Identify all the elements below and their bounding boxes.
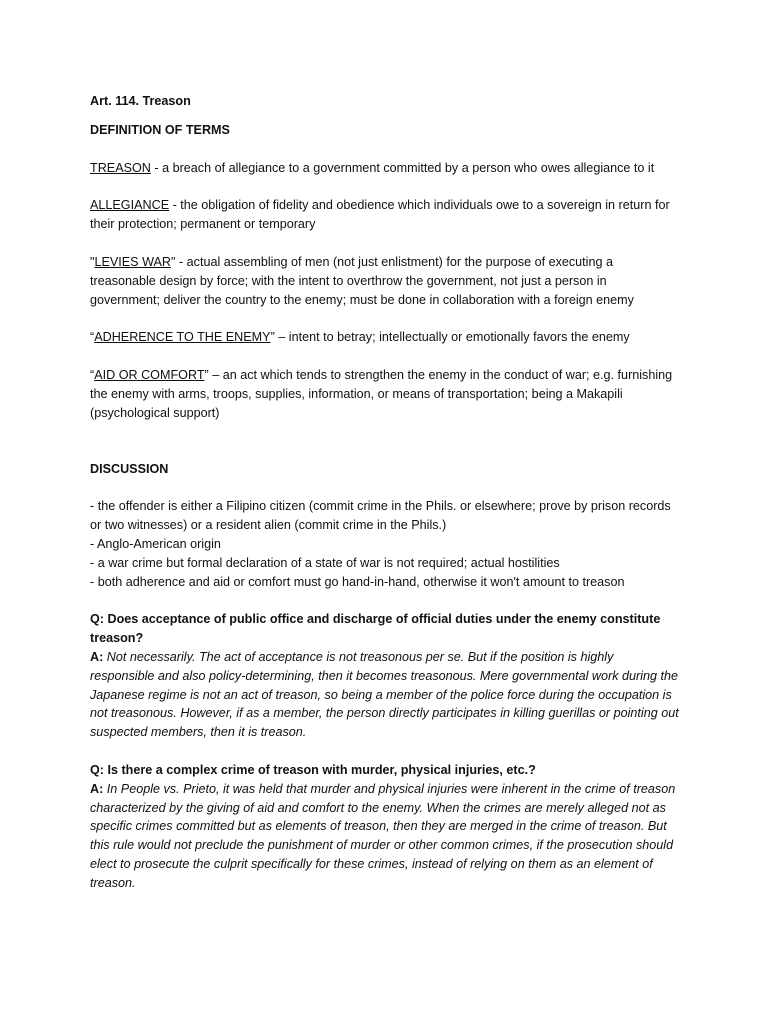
term-open-quote: " bbox=[90, 254, 95, 269]
discussion-item: - Anglo-American origin bbox=[90, 536, 221, 551]
term-open-quote: “ bbox=[90, 330, 95, 345]
definition-allegiance bbox=[90, 196, 680, 234]
definitions-heading: DEFINITION OF TERMS bbox=[90, 122, 230, 137]
answer-label: A: bbox=[90, 649, 104, 664]
qa-block bbox=[90, 761, 680, 893]
definition-text: - a breach of allegiance to a government committed by a person who owes allegiance to it bbox=[150, 160, 655, 175]
discussion-heading: DISCUSSION bbox=[90, 461, 169, 476]
article-title: Art. 114. Treason bbox=[90, 94, 191, 108]
question: Q: Is there a complex crime of treason with murder, physical injuries, etc.? bbox=[90, 762, 536, 777]
discussion-list bbox=[90, 497, 680, 591]
discussion-item: - a war crime but formal declaration of a state of war is not required; actual hostilities bbox=[90, 555, 560, 570]
term-open-quote: “ bbox=[90, 368, 95, 383]
term-aid-or-comfort: AID OR COMFORT bbox=[94, 368, 205, 383]
term-close-quote: " bbox=[171, 254, 176, 269]
answer bbox=[90, 648, 680, 742]
term-close-quote: ” bbox=[204, 368, 209, 383]
definition-levies-war bbox=[90, 253, 680, 309]
term-levies-war: LEVIES WAR bbox=[94, 254, 171, 269]
term-adherence: ADHERENCE TO THE ENEMY bbox=[94, 330, 271, 345]
definition-aid-or-comfort bbox=[90, 366, 680, 422]
question: Q: Does acceptance of public office and discharge of official duties under the enemy constitute treason? bbox=[90, 612, 661, 646]
answer-text: Not necessarily. The act of acceptance is not treasonous per se. But if the position is highly responsible and also policy-determining, then it becomes treasonous. Mere governmental work during the Japanese regime is not an act of treason, so being a member of the police force during the occupation is not treasonous. However, if as a member, the person directly participates in killing guerillas or pointing out suspected members, then it is treason. bbox=[90, 649, 679, 740]
discussion-item: - the offender is either a Filipino citizen (commit crime in the Phils. or elsewhere; prove by prison records or two witnesses) or a resident alien (commit crime in the Phils.) bbox=[90, 499, 671, 533]
definition-text: - actual assembling of men (not just enlistment) for the purpose of executing a treasonable design by force; with the intent to overthrow the government, not just a person in government; deliver the country to the enemy; must be done in collaboration with a foreign enemy bbox=[90, 254, 634, 307]
term-allegiance: ALLEGIANCE bbox=[90, 198, 170, 213]
term-treason: TREASON bbox=[90, 160, 151, 175]
qa-block bbox=[90, 610, 680, 742]
definition-text: - the obligation of fidelity and obedience which individuals owe to a sovereign in return for their protection; permanent or temporary bbox=[90, 198, 670, 232]
answer-text: In People vs. Prieto, it was held that murder and physical injuries were inherent in the crime of treason characterized by the giving of aid and comfort to the enemy. When the crimes are merely alleged not as specific crimes committed but as elements of treason, then they are merged in the crime of treason. But this rule would not preclude the punishment of murder or other common crimes, if the prosecution should elect to prosecute the culprit specifically for these crimes, instead of relying on them as an element of treason. bbox=[90, 781, 676, 890]
definition-treason bbox=[90, 159, 680, 178]
answer-label: A: bbox=[90, 781, 104, 796]
document-body bbox=[90, 92, 680, 893]
definition-text: – intent to betray; intellectually or emotionally favors the enemy bbox=[274, 330, 630, 345]
definition-text: – an act which tends to strengthen the enemy in the conduct of war; e.g. furnishing the enemy with arms, troops, supplies, information, or means of transportation; being a Makapili (psychological support) bbox=[90, 368, 673, 420]
term-close-quote: ” bbox=[270, 330, 275, 345]
answer bbox=[90, 780, 680, 893]
discussion-item: - both adherence and aid or comfort must go hand-in-hand, otherwise it won't amount to treason bbox=[90, 574, 625, 589]
definition-adherence bbox=[90, 328, 680, 347]
